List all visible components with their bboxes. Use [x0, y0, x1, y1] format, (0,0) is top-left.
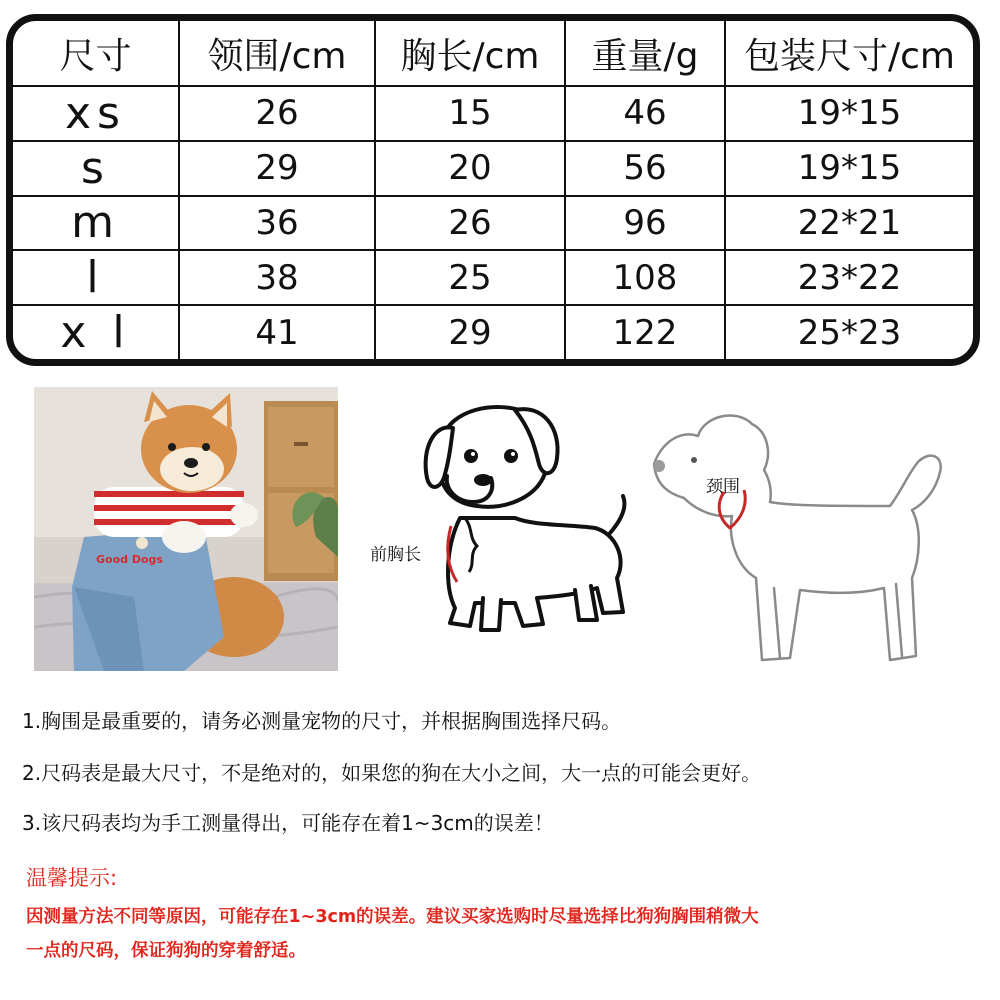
poodle-neck-diagram	[640, 398, 980, 676]
size-cell: l	[13, 250, 179, 305]
neck-cell: 41	[179, 305, 375, 359]
chest-cell: 25	[375, 250, 565, 305]
neck-cell: 29	[179, 141, 375, 196]
size-cell: xs	[13, 86, 179, 141]
tips-line-2: 一点的尺码，保证狗狗的穿着舒适。	[26, 941, 306, 961]
package-cell: 19*15	[725, 141, 973, 196]
weight-cell: 122	[565, 305, 725, 359]
weight-cell: 46	[565, 86, 725, 141]
chest-cell: 20	[375, 141, 565, 196]
package-cell: 19*15	[725, 86, 973, 141]
product-photo	[34, 387, 338, 671]
size-cell: m	[13, 196, 179, 251]
table-row	[13, 250, 973, 305]
size-cell: s	[13, 141, 179, 196]
neck-girth-label: 颈围	[706, 477, 740, 497]
front-chest-length-label: 前胸长	[370, 545, 421, 565]
weight-cell: 108	[565, 250, 725, 305]
tips-title: 温馨提示:	[26, 866, 118, 890]
weight-cell: 56	[565, 141, 725, 196]
package-cell: 22*21	[725, 196, 973, 251]
dog-chest-diagram	[365, 398, 630, 638]
header-neck: 领围/cm	[179, 21, 375, 86]
tips-line-1: 因测量方法不同等原因，可能存在1~3cm的误差。建议买家选购时尽量选择比狗狗胸围稍微大	[26, 907, 759, 927]
size-chart-table	[6, 14, 980, 366]
note-line-3: 3.该尺码表均为手工测量得出，可能存在着1~3cm的误差！	[22, 811, 554, 835]
header-chest: 胸长/cm	[375, 21, 565, 86]
neck-cell: 38	[179, 250, 375, 305]
table-header-row	[13, 21, 973, 86]
tips-text	[26, 900, 966, 968]
overalls-badge-text: Good Dogs	[96, 553, 163, 566]
note-line-2: 2.尺码表是最大尺寸，不是绝对的，如果您的狗在大小之间，大一点的可能会更好。	[22, 761, 762, 785]
neck-cell: 36	[179, 196, 375, 251]
chest-cell: 26	[375, 196, 565, 251]
neck-cell: 26	[179, 86, 375, 141]
package-cell: 25*23	[725, 305, 973, 359]
package-cell: 23*22	[725, 250, 973, 305]
note-line-1: 1.胸围是最重要的，请务必测量宠物的尺寸，并根据胸围选择尺码。	[22, 709, 622, 733]
weight-cell: 96	[565, 196, 725, 251]
header-weight: 重量/g	[565, 21, 725, 86]
table-row	[13, 141, 973, 196]
header-package: 包装尺寸/cm	[725, 21, 973, 86]
chest-cell: 29	[375, 305, 565, 359]
size-cell: x l	[13, 305, 179, 359]
table-row	[13, 86, 973, 141]
table-row	[13, 305, 973, 359]
table-row	[13, 196, 973, 251]
chest-cell: 15	[375, 86, 565, 141]
header-size: 尺寸	[13, 21, 179, 86]
